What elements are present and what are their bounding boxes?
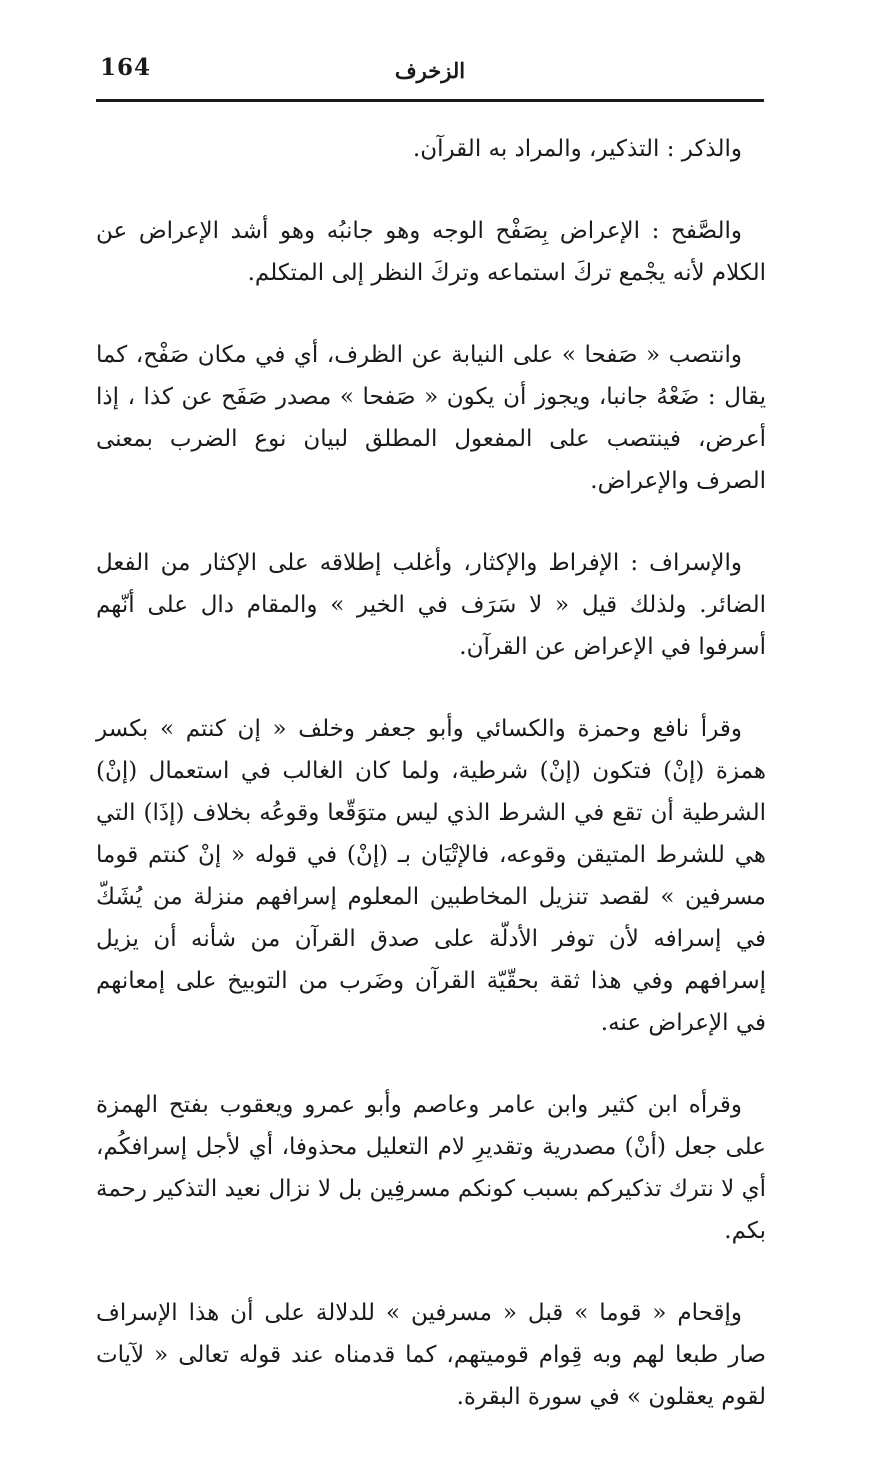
header-rule	[96, 99, 764, 102]
paragraph-iqham: وإقحام « قوما » قبل « مسرفين » للدلالة على أن هذا الإسراف صار طبعا لهم وبه قِوام قوميتهم، كما قدمناه عند قوله تعالى « لآيات لقوم يعقلون » في سورة البقرة.	[96, 1300, 766, 1410]
paragraph-an-fath: وقرأه ابن كثير وابن عامر وعاصم وأبو عمرو ويعقوب بفتح الهمزة على جعل (أنْ) مصدرية وتقديرِ لام التعليل محذوفا، أي لأجل إسرافكُم، أي لا نترك تذكيركم بسبب كونكم مسرفِين بل لا نزال نعيد التذكير رحمة بكم.	[96, 1092, 766, 1244]
page-number: 164	[100, 54, 152, 81]
paragraph-safh: والصَّفح : الإعراض بِصَفْح الوجه وهو جانبُه وهو أشد الإعراض عن الكلام لأنه يجْمع تركَ استماعه وتركَ النظر إلى المتكلم.	[96, 218, 766, 286]
paragraph-dhikr: والذكر : التذكير، والمراد به القرآن.	[412, 136, 742, 162]
paragraph-israf: والإسراف : الإفراط والإكثار، وأغلب إطلاقه على الإكثار من الفعل الضائر. ولذلك قيل « لا سَرَف في الخير » والمقام دال على أنّهم أسرفوا في الإعراض عن القرآن.	[96, 550, 766, 660]
page-header	[96, 48, 764, 98]
running-title: الزخرف	[394, 58, 466, 83]
body-text	[96, 128, 766, 1458]
paragraph-in-kasr: وقرأ نافع وحمزة والكسائي وأبو جعفر وخلف « إن كنتم » بكسر همزة (إنْ) فتكون (إنْ) شرطية، ولما كان الغالب في استعمال (إنْ) الشرطية أن تقع في الشرط الذي ليس متوَقّعا وقوعُه بخلاف (إذَا) التي هي للشرط المتيقن وقوعه، فالإتْيَان بـ (إنْ) في قوله « إنْ كنتم قوما مسرفين » لقصد تنزيل المخاطبين المعلوم إسرافهم منزلة من يُشَكّ في إسرافه لأن توفر الأدلّة على صدق القرآن من شأنه أن يزيل إسرافهم وفي هذا ثقة بحقّيّة القرآن وضَرب من التوبيخ على إمعانهم في الإعراض عنه.	[96, 716, 766, 1036]
paragraph-safhan-grammar: وانتصب « صَفحا » على النيابة عن الظرف، أي في مكان صَفْح، كما يقال : ضَعْهُ جانبا، ويجوز أن يكون « صَفحا » مصدر صَفَح عن كذا ، إذا أعرض، فينتصب على المفعول المطلق لبيان نوع الضرب بمعنى الصرف والإعراض.	[96, 342, 766, 494]
